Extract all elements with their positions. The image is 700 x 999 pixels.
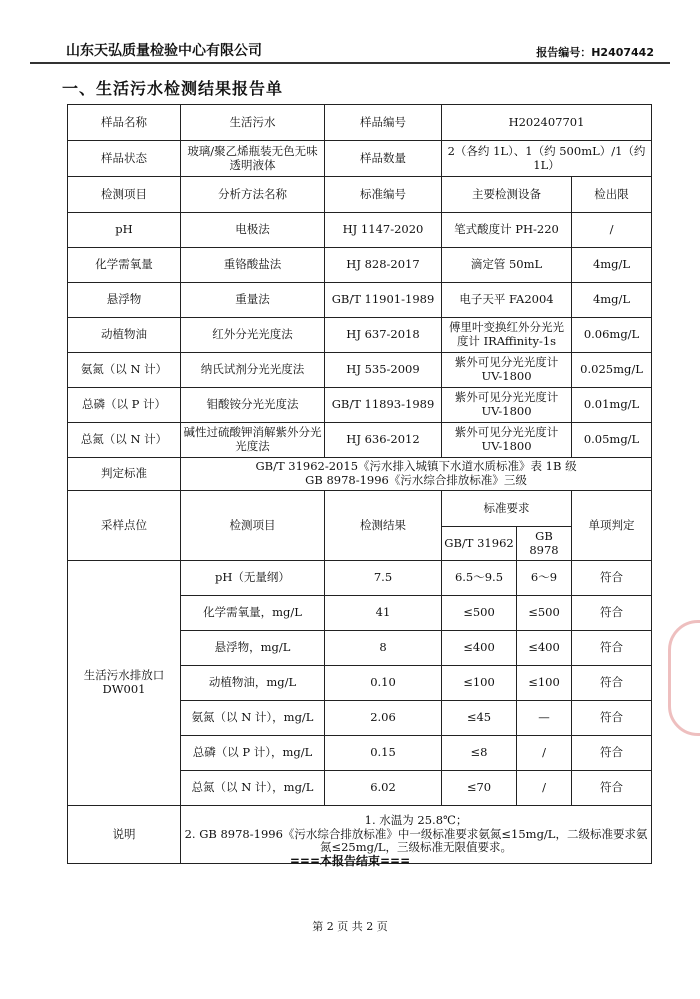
cell: 重量法 xyxy=(181,283,325,318)
label-cell: 样品状态 xyxy=(68,141,181,177)
cell: HJ 535-2009 xyxy=(325,353,442,388)
cell: 紫外可见分光光度计 UV-1800 xyxy=(442,353,572,388)
note-line: 2. GB 8978-1996《污水综合排放标准》中一级标准要求氨氮≤15mg/L，二级标准要求氨氮≤25mg/L，三级标准无限值要求。 xyxy=(184,826,648,855)
header-cell: GB/T 31962 xyxy=(442,527,517,561)
cell: / xyxy=(572,213,652,248)
cell: 0.10 xyxy=(325,666,442,701)
criteria-text xyxy=(181,458,652,491)
criteria-label: 判定标准 xyxy=(68,458,181,491)
cell: 电子天平 FA2004 xyxy=(442,283,572,318)
method-row xyxy=(68,388,652,423)
location-cell xyxy=(68,561,181,806)
method-row xyxy=(68,318,652,353)
cell: — xyxy=(517,701,572,736)
cell: 紫外可见分光光度计 UV-1800 xyxy=(442,388,572,423)
cell: 符合 xyxy=(572,666,652,701)
criteria-line: GB 8978-1996《污水综合排放标准》三级 xyxy=(305,473,527,487)
cell: 符合 xyxy=(572,701,652,736)
cell: GB/T 11901-1989 xyxy=(325,283,442,318)
notes-label: 说明 xyxy=(68,806,181,864)
info-row xyxy=(68,141,652,177)
cell: 紫外可见分光光度计 UV-1800 xyxy=(442,423,572,458)
cell: ≤100 xyxy=(442,666,517,701)
label-cell: 样品名称 xyxy=(68,105,181,141)
cell: 化学需氧量，mg/L xyxy=(181,596,325,631)
value-cell: 玻璃/聚乙烯瓶装无色无味透明液体 xyxy=(181,141,325,177)
report-number: 报告编号：H2407442 xyxy=(536,46,654,59)
cell: 总磷（以 P 计），mg/L xyxy=(181,736,325,771)
cell: 笔式酸度计 PH-220 xyxy=(442,213,572,248)
cell: 重铬酸盐法 xyxy=(181,248,325,283)
cell: 0.025mg/L xyxy=(572,353,652,388)
location-code: DW001 xyxy=(102,682,146,696)
page-header xyxy=(30,34,670,64)
label-cell: 样品数量 xyxy=(325,141,442,177)
cell: / xyxy=(517,771,572,806)
cell: 6.5～9.5 xyxy=(442,561,517,596)
method-row xyxy=(68,423,652,458)
cell: 符合 xyxy=(572,771,652,806)
cell: 4mg/L xyxy=(572,248,652,283)
cell: 钼酸铵分光光度法 xyxy=(181,388,325,423)
cell: ≤500 xyxy=(517,596,572,631)
label-cell: 样品编号 xyxy=(325,105,442,141)
method-row xyxy=(68,353,652,388)
result-header-row xyxy=(68,491,652,527)
cell: HJ 637-2018 xyxy=(325,318,442,353)
cell: 电极法 xyxy=(181,213,325,248)
header-cell: 单项判定 xyxy=(572,491,652,561)
result-row xyxy=(68,561,652,596)
report-end-mark: ===本报告结束=== xyxy=(289,854,411,868)
cell: 4mg/L xyxy=(572,283,652,318)
report-table xyxy=(67,104,652,864)
header-cell: 主要检测设备 xyxy=(442,177,572,213)
cell: ≤400 xyxy=(517,631,572,666)
value-cell: 生活污水 xyxy=(181,105,325,141)
cell: 8 xyxy=(325,631,442,666)
cell: 7.5 xyxy=(325,561,442,596)
cell: 悬浮物，mg/L xyxy=(181,631,325,666)
cell: 纳氏试剂分光光度法 xyxy=(181,353,325,388)
cell: GB/T 11893-1989 xyxy=(325,388,442,423)
cell: 化学需氧量 xyxy=(68,248,181,283)
criteria-line: GB/T 31962-2015《污水排入城镇下水道水质标准》表 1B 级 xyxy=(255,459,577,474)
cell: 动植物油，mg/L xyxy=(181,666,325,701)
cell: 总氮（以 N 计），mg/L xyxy=(181,771,325,806)
seal-stamp xyxy=(668,620,700,736)
cell: ≤70 xyxy=(442,771,517,806)
cell: ≤100 xyxy=(517,666,572,701)
info-row xyxy=(68,105,652,141)
header-cell: GB 8978 xyxy=(517,527,572,561)
cell: 碱性过硫酸钾消解紫外分光光度法 xyxy=(181,423,325,458)
cell: ≤500 xyxy=(442,596,517,631)
cell: 6～9 xyxy=(517,561,572,596)
cell: HJ 636-2012 xyxy=(325,423,442,458)
header-cell: 检出限 xyxy=(572,177,652,213)
cell: 0.05mg/L xyxy=(572,423,652,458)
note-line: 1. 水温为 25.8℃； xyxy=(364,812,468,827)
page-number: 第 2 页 共 2 页 xyxy=(312,920,388,933)
method-row xyxy=(68,283,652,318)
cell: 符合 xyxy=(572,596,652,631)
header-cell: 标准编号 xyxy=(325,177,442,213)
cell: HJ 1147-2020 xyxy=(325,213,442,248)
header-cell: 检测项目 xyxy=(181,491,325,561)
company-name: 山东天弘质量检验中心有限公司 xyxy=(66,43,262,59)
cell: 0.15 xyxy=(325,736,442,771)
cell: 0.01mg/L xyxy=(572,388,652,423)
method-row xyxy=(68,248,652,283)
header-cell: 采样点位 xyxy=(68,491,181,561)
cell: 氨氮（以 N 计） xyxy=(68,353,181,388)
cell: ≤45 xyxy=(442,701,517,736)
header-cell: 分析方法名称 xyxy=(181,177,325,213)
criteria-row xyxy=(68,458,652,491)
value-cell: H202407701 xyxy=(442,105,652,141)
location-name: 生活污水排放口 xyxy=(83,668,165,683)
cell: pH（无量纲） xyxy=(181,561,325,596)
cell: ≤400 xyxy=(442,631,517,666)
cell: 符合 xyxy=(572,736,652,771)
cell: 总氮（以 N 计） xyxy=(68,423,181,458)
method-row xyxy=(68,213,652,248)
header-cell: 检测项目 xyxy=(68,177,181,213)
cell: 符合 xyxy=(572,561,652,596)
header-cell: 检测结果 xyxy=(325,491,442,561)
cell: HJ 828-2017 xyxy=(325,248,442,283)
cell: 悬浮物 xyxy=(68,283,181,318)
header-cell: 标准要求 xyxy=(442,491,572,527)
cell: 氨氮（以 N 计），mg/L xyxy=(181,701,325,736)
cell: / xyxy=(517,736,572,771)
value-cell: 2（各约 1L）、1（约 500mL）/1（约 1L） xyxy=(442,141,652,177)
cell: 总磷（以 P 计） xyxy=(68,388,181,423)
cell: 滴定管 50mL xyxy=(442,248,572,283)
cell: 0.06mg/L xyxy=(572,318,652,353)
cell: 傅里叶变换红外分光光度计 IRAffinity-1s xyxy=(442,318,572,353)
method-header-row xyxy=(68,177,652,213)
cell: 符合 xyxy=(572,631,652,666)
cell: pH xyxy=(68,213,181,248)
cell: 6.02 xyxy=(325,771,442,806)
cell: 2.06 xyxy=(325,701,442,736)
cell: 红外分光光度法 xyxy=(181,318,325,353)
section-title: 一、生活污水检测结果报告单 xyxy=(62,79,284,98)
cell: ≤8 xyxy=(442,736,517,771)
cell: 动植物油 xyxy=(68,318,181,353)
cell: 41 xyxy=(325,596,442,631)
